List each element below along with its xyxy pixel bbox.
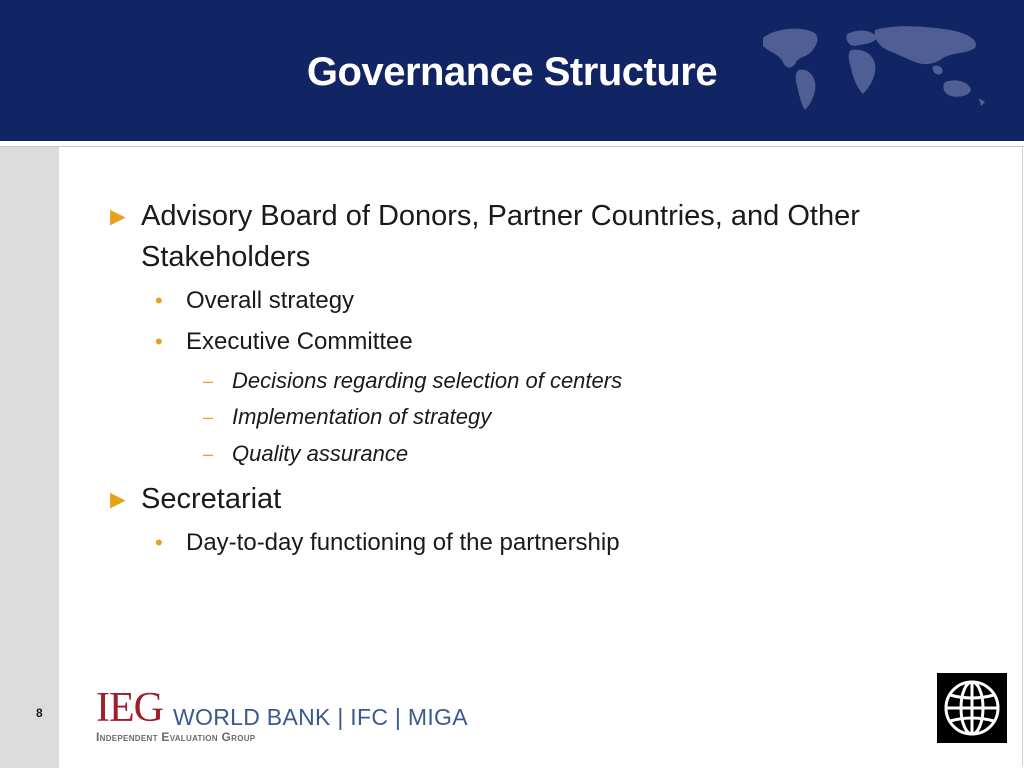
dash-bullet-icon: –	[203, 444, 214, 464]
bullet-text: Overall strategy	[186, 287, 355, 314]
bullet-text: Executive Committee	[186, 328, 413, 355]
bullet-text: Quality assurance	[232, 441, 409, 466]
slide-header	[0, 0, 1024, 141]
logo-subtitle: Independent Evaluation Group	[96, 730, 256, 744]
bullet-text: Secretariat	[141, 483, 282, 515]
bullet-text: Decisions regarding selection of centers	[232, 368, 623, 393]
bullet-decisions-centers	[203, 367, 622, 395]
world-bank-globe-icon	[937, 673, 1007, 743]
bullet-quality-assurance	[203, 440, 408, 468]
logo-ieg-text: IEG	[96, 685, 163, 731]
dash-bullet-icon: –	[203, 407, 214, 427]
bullet-executive-committee	[155, 327, 413, 357]
bullet-overall-strategy	[155, 286, 354, 316]
logo-orgs-text: WORLD BANK | IFC | MIGA	[173, 704, 468, 730]
dash-bullet-icon: –	[203, 371, 214, 391]
left-margin-band	[0, 147, 59, 768]
bullet-text: Implementation of strategy	[232, 404, 492, 429]
bullet-implementation	[203, 403, 491, 431]
bullet-text: Advisory Board of Donors, Partner Countries, and Other Stakeholders	[141, 200, 860, 273]
bullet-day-to-day	[155, 528, 620, 558]
arrow-bullet-icon: ►	[105, 201, 131, 231]
bullet-secretariat	[105, 479, 925, 520]
dot-bullet-icon: •	[155, 329, 163, 354]
dot-bullet-icon: •	[155, 530, 163, 555]
bullet-advisory-board	[105, 196, 925, 278]
page-number: 8	[36, 706, 43, 720]
bullet-text: Day-to-day functioning of the partnership	[186, 529, 620, 556]
dot-bullet-icon: •	[155, 288, 163, 313]
arrow-bullet-icon: ►	[105, 484, 131, 514]
slide-title: Governance Structure	[306, 50, 718, 94]
